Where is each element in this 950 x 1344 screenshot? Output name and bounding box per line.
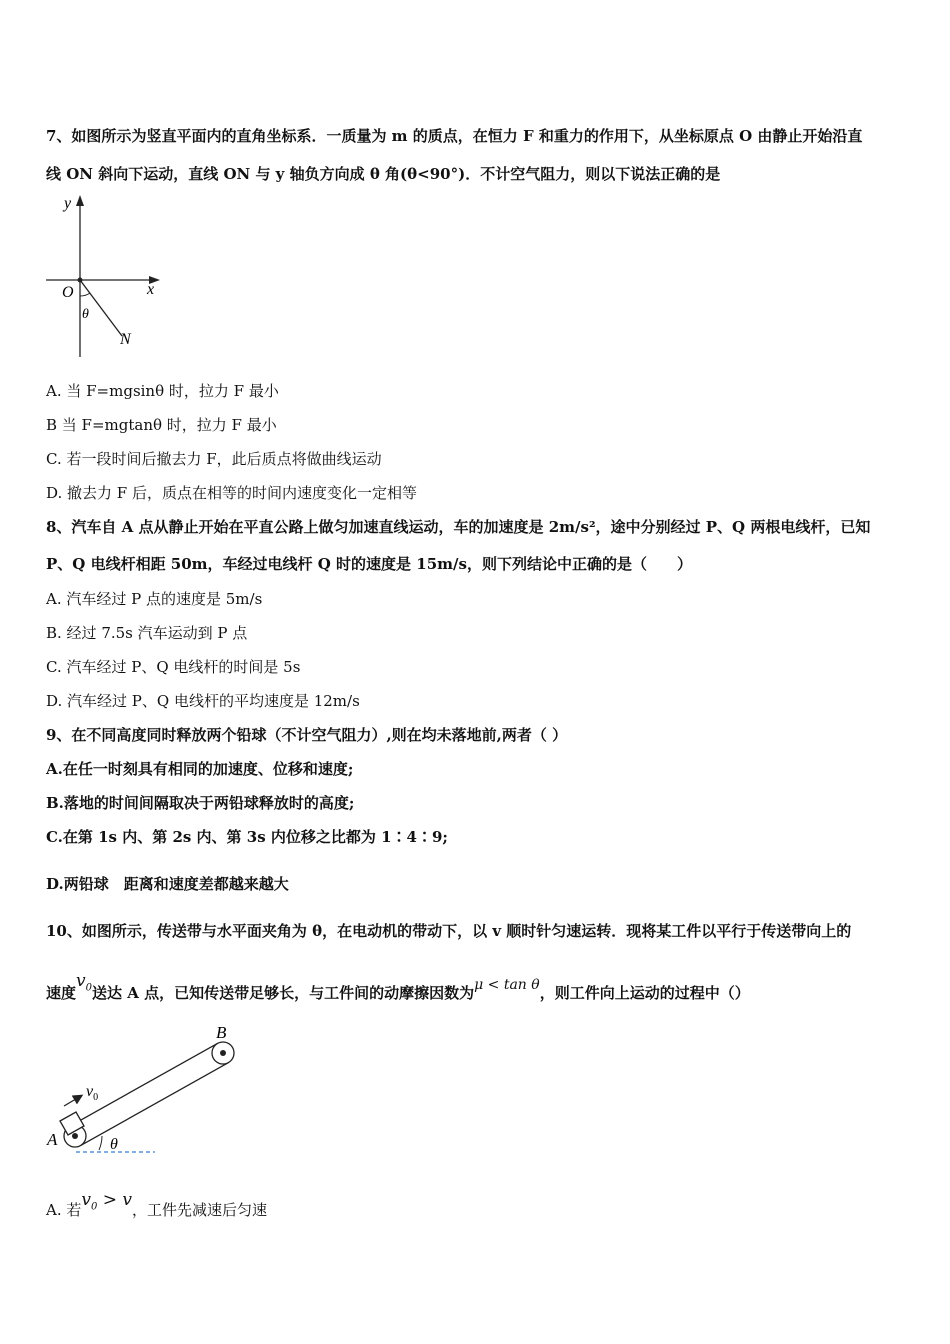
theta-arc <box>80 293 90 296</box>
origin-point <box>78 278 83 283</box>
y-arrow-icon <box>76 195 84 206</box>
q7-option-c: C. 若一段时间后撤去力 F，此后质点将做曲线运动 <box>46 450 382 468</box>
q7-stem-line-2: 线 ON 斜向下运动，直线 ON 与 y 轴负方向成 θ 角(θ<90°)．不计空气阻力，则以下说法正确的是 <box>46 165 721 183</box>
q8-stem-line-2: P、Q 电线杆相距 50m，车经过电线杆 Q 时的速度是 15m/s，则下列结论中正确的是（ ） <box>46 555 692 573</box>
y-axis-label: y <box>64 195 72 212</box>
q9-option-b: B.落地的时间间隔取决于两铅球释放时的高度; <box>46 794 355 812</box>
belt-bottom <box>80 1063 228 1146</box>
q8-option-a: A. 汽车经过 P 点的速度是 5m/s <box>46 590 263 608</box>
q8-option-c: C. 汽车经过 P、Q 电线杆的时间是 5s <box>46 658 301 676</box>
v0-symbol: $v_0$ <box>76 971 92 994</box>
q7-stem-line-1: 7、如图所示为竖直平面内的直角坐标系．一质量为 m 的质点，在恒力 F 和重力的作用下，从坐标原点 O 由静止开始沿直 <box>46 127 863 145</box>
q10-option-a-prefix: A. 若 <box>46 1201 82 1219</box>
n-label: N <box>120 331 131 348</box>
q9-option-d: D.两铅球 距离和速度差都越来越大 <box>46 875 289 893</box>
velocity-arrow <box>64 1096 81 1106</box>
q8-option-b: B. 经过 7.5s 汽车运动到 P 点 <box>46 624 248 642</box>
theta-label: θ <box>110 1136 118 1153</box>
q10-option-a-text: ，工件先减速后匀速 <box>132 1201 268 1219</box>
q10-text-speed: 速度 <box>46 984 77 1002</box>
origin-label: O <box>62 284 74 301</box>
point-b-label: B <box>216 1023 227 1042</box>
q10-conveyor-figure <box>40 1022 250 1162</box>
q10-stem-line-1: 10、如图所示，传送带与水平面夹角为 θ，在电动机的带动下，以 v 顺时针匀速运转．现将某工件以平行于传送带向上的 <box>46 922 852 940</box>
q7-option-b: B 当 F=mgtanθ 时，拉力 F 最小 <box>46 416 277 434</box>
mu-condition: μ < tan θ <box>474 977 540 993</box>
q10-option-a-condition: $v_0 > v$ <box>81 1190 133 1213</box>
q9-option-a: A.在任一时刻具有相同的加速度、位移和速度; <box>46 760 354 778</box>
q10-text-middle: 送达 A 点，已知传送带足够长，与工件间的动摩擦因数为 <box>92 984 475 1002</box>
pulley-b-axle <box>220 1050 226 1056</box>
theta-arc <box>99 1136 102 1150</box>
q9-stem: 9、在不同高度同时释放两个铅球（不计空气阻力）,则在均未落地前,两者（ ） <box>46 726 568 744</box>
q8-stem-line-1: 8、汽车自 A 点从静止开始在平直公路上做匀加速直线运动，车的加速度是 2m/s²，途中分别经过 P、Q 两根电线杆，已知 <box>46 518 871 536</box>
pulley-a-axle <box>72 1133 78 1139</box>
q8-option-d: D. 汽车经过 P、Q 电线杆的平均速度是 12m/s <box>46 692 360 710</box>
q10-stem-line-2 <box>46 971 750 1010</box>
q9-option-c: C.在第 1s 内、第 2s 内、第 3s 内位移之比都为 1∶4∶9; <box>46 828 448 846</box>
q7-option-d: D. 撤去力 F 后，质点在相等的时间内速度变化一定相等 <box>46 484 417 502</box>
v0-label: $v_0$ <box>86 1083 99 1103</box>
q7-coordinate-figure <box>40 192 180 362</box>
theta-label: θ <box>82 307 89 322</box>
q7-option-a: A. 当 F=mgsinθ 时，拉力 F 最小 <box>46 382 279 400</box>
q10-text-end: ，则工件向上运动的过程中（） <box>539 984 750 1002</box>
point-a-label: A <box>47 1130 58 1149</box>
x-axis-label: x <box>147 281 155 298</box>
q10-option-a <box>46 1190 268 1227</box>
